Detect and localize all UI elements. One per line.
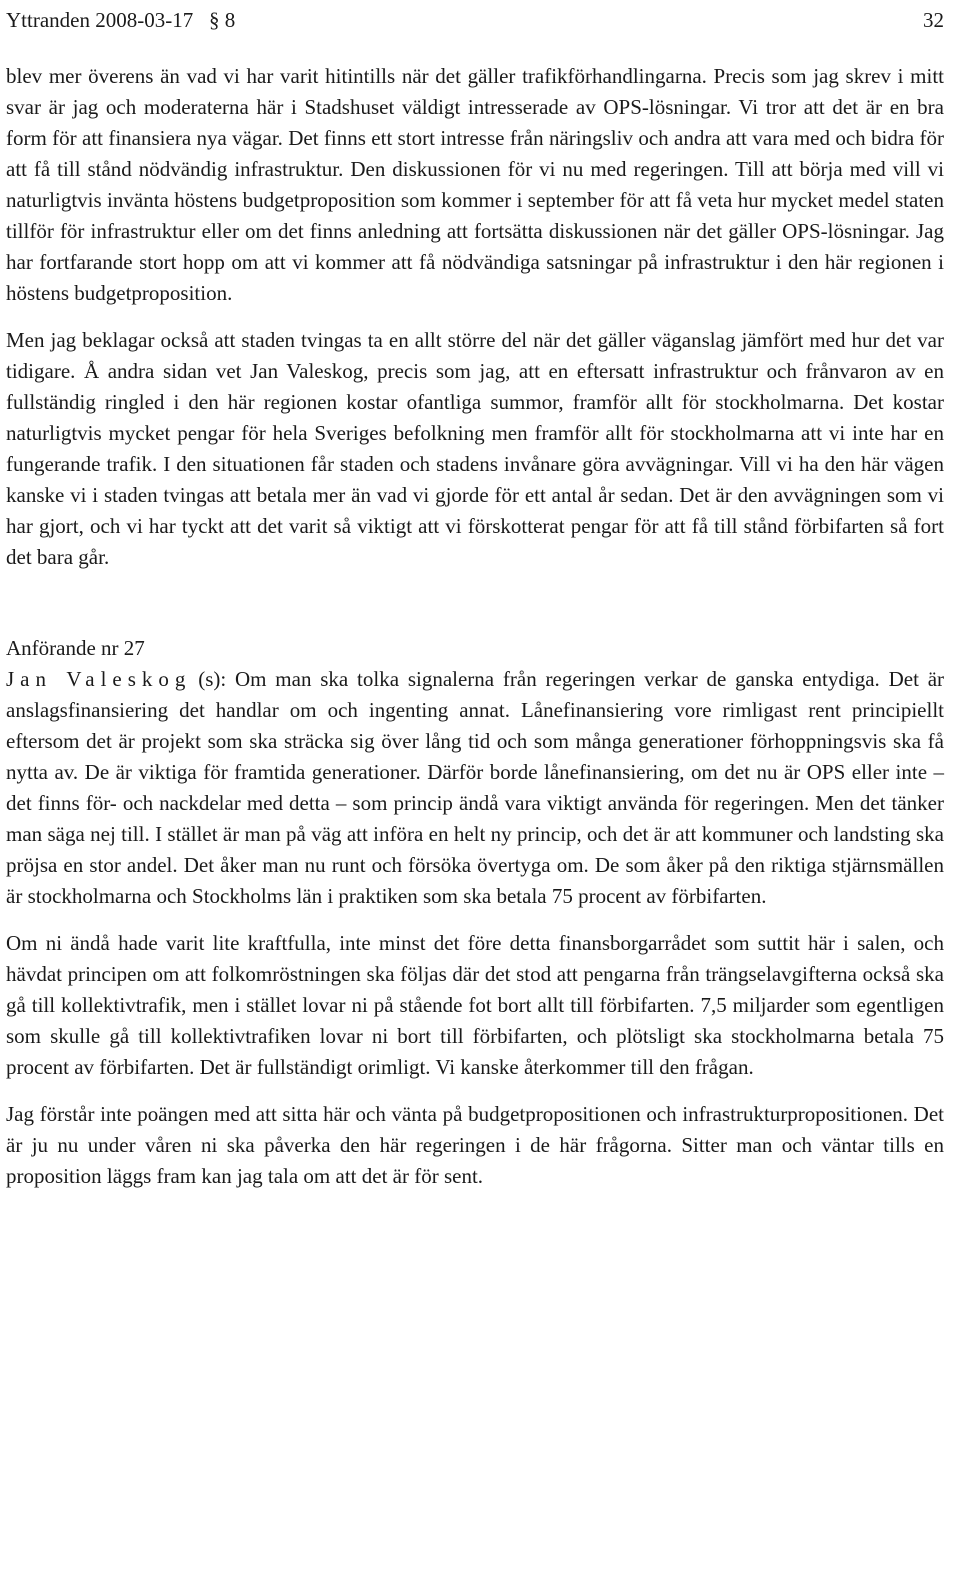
page-number: 32 (923, 8, 944, 32)
speech-text: Om man ska tolka signalerna från regeringen verkar de ganska entydiga. Det är anslagsfinansiering det handlar om och ingenting annat. Lånefinansiering vore rimligast rent principiellt eftersom det är projekt som ska sträcka sig över lång tid och som många generationer förhoppningsvis ska få nytta av. De är viktiga för framtida generationer. Därför borde lånefinansiering, om det nu är OPS eller inte – det finns för- och nackdelar med detta – som princip ändå vara viktigt använda för regeringen. Men det tänker man säga nej till. I stället är man på väg att införa en helt ny princip, och det är att kommuner och landsting ska pröjsa en stor andel. Det åker man nu runt och försöka övertyga om. De som åker på den riktiga stjärnsmällen är stockholmarna och Stockholms län i praktiken som ska betala 75 procent av förbifarten. (6, 667, 945, 908)
speech-first-paragraph (6, 664, 944, 912)
speech-paragraph-3: Jag förstår inte poängen med att sitta här och vänta på budgetpropositionen och infrastrukturpropositionen. Det är ju nu under våren ni ska påverka den här regeringen i de här frågorna. Sitter man och väntar tills en proposition läggs fram kan jag tala om att det är för sent. (6, 1102, 944, 1188)
speaker-name: Jan Valeskog (6, 667, 192, 691)
speaker-party: (s): (189, 667, 235, 691)
section-heading: Anförande nr 27 (6, 636, 145, 660)
paragraph-1: blev mer överens än vad vi har varit hitintills när det gäller trafikförhandlingarna. Precis som jag skrev i mitt svar är jag och moderaterna här i Stadshuset väldigt intresserade av OPS-lösningar. Vi tror att det är en bra form för att finansiera nya vägar. Det finns ett stort intresse från näringsliv och andra att vara med och bidra för att få till stånd nödvändig infrastruktur. Den diskussionen för vi nu med regeringen. Till att börja med vill vi naturligtvis invänta höstens budgetproposition som kommer i september för att få veta hur mycket medel staten tillför för infrastruktur eller om det finns anledning att fortsätta diskussionen när det gäller OPS-lösningar. Jag har fortfarande stort hopp om att vi kommer att få nödvändiga satsningar på infrastruktur i den här regionen i höstens budgetproposition. (6, 64, 944, 305)
speech-paragraph-2: Om ni ändå hade varit lite kraftfulla, inte minst det före detta finansborgarrådet som suttit här i salen, och hävdat principen om att folkomröstningen ska följas där det stod att pengarna från trängselavgifterna också ska gå till kollektivtrafik, men i stället lovar ni på stående fot bort allt till förbifarten. 7,5 miljarder som egentligen som skulle gå till kollektivtrafiken lovar ni bort till förbifarten, och plötsligt ska stockholmarna betala 75 procent av förbifarten. Det är fullständigt orimligt. Vi kanske återkommer till den frågan. (6, 931, 944, 1079)
paragraph-2: Men jag beklagar också att staden tvingas ta en allt större del när det gäller väganslag jämfört med hur det var tidigare. Å andra sidan vet Jan Valeskog, precis som jag, att en eftersatt infrastruktur och frånvaron av en fullständig ringled i den här regionen kostar ofantliga summor, framför allt för stockholmarna. Det kostar naturligtvis mycket pengar för hela Sveriges befolkning men framför allt för stockholmarna att vi inte har en fungerande trafik. I den situationen får staden och stadens invånare göra avvägningar. Vill vi ha den här vägen kanske vi i staden tvingas att betala mer än vad vi gjorde för ett antal år sedan. Det är den avvägningen som vi har gjort, och vi har tyckt att det varit så viktigt att vi förskotterat pengar för att få till stånd förbifarten så fort det bara går. (6, 328, 944, 569)
header-title: Yttranden 2008-03-17 § 8 (6, 8, 236, 32)
page-header (6, 0, 944, 40)
document-page (6, 0, 944, 1192)
